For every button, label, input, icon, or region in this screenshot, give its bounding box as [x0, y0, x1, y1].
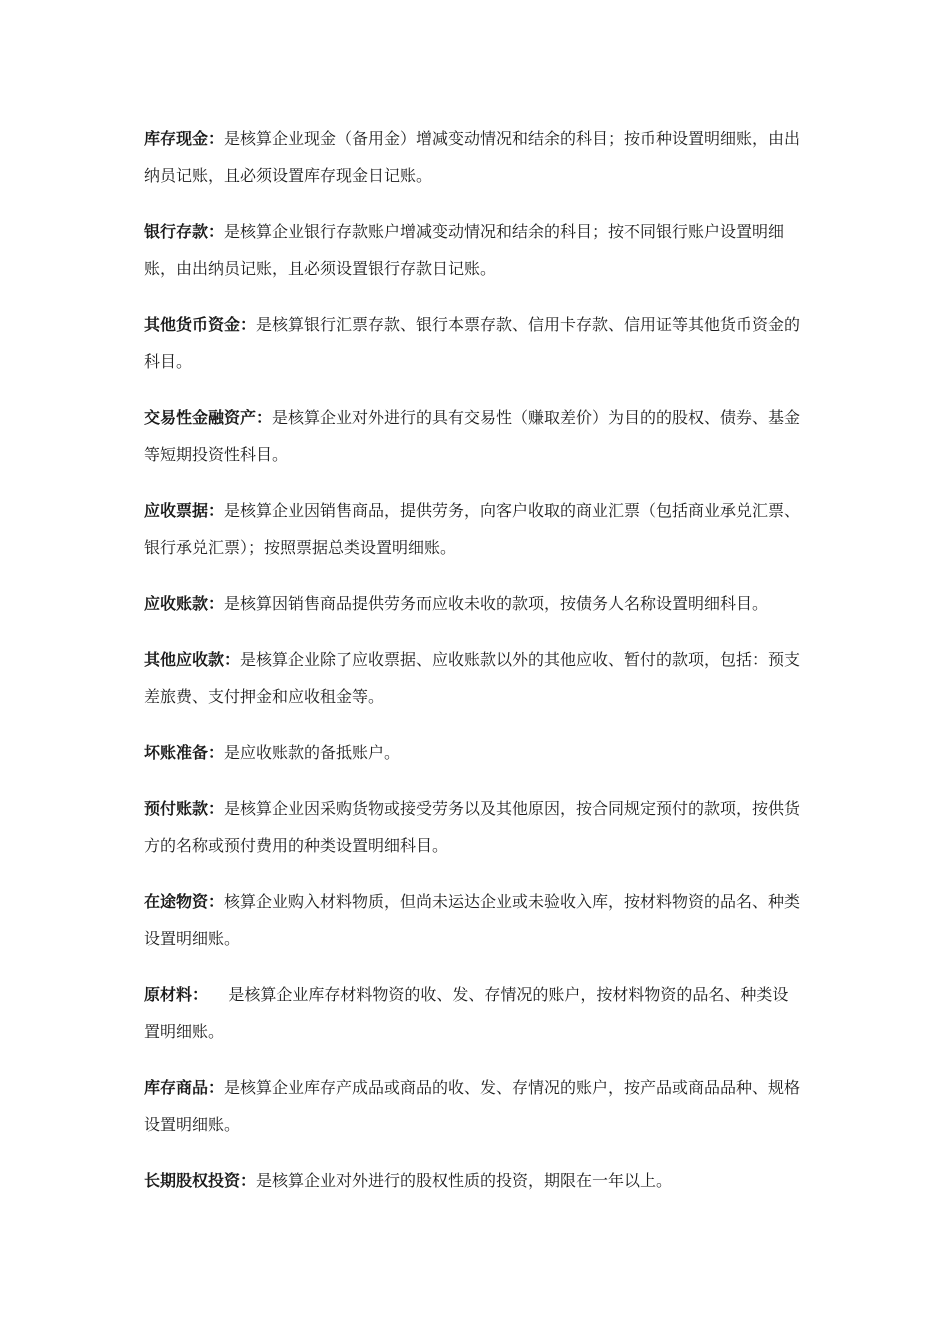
entry-accounts-receivable [144, 585, 804, 622]
entry-bank-deposit [144, 213, 804, 287]
entry-description: 是核算企业库存材料物资的收、发、存情况的账户，按材料物资的品名、种类设置明细账。 [144, 985, 789, 1041]
entry-raw-materials [144, 976, 804, 1050]
entry-term: 交易性金融资产： [144, 408, 273, 427]
entry-prepayments [144, 790, 804, 864]
entry-notes-receivable [144, 492, 804, 566]
entry-other-monetary-funds [144, 306, 804, 380]
entry-description: 是核算企业对外进行的具有交易性（赚取差价）为目的的股权、债券、基金等短期投资性科目。 [144, 408, 801, 464]
entry-description: 核算企业购入材料物质，但尚未运达企业或未验收入库，按材料物资的品名、种类设置明细账。 [144, 892, 801, 948]
entry-term: 原材料： [144, 985, 209, 1004]
entry-description: 是核算企业因销售商品，提供劳务，向客户收取的商业汇票（包括商业承兑汇票、银行承兑汇票）；按照票据总类设置明细账。 [144, 501, 801, 557]
entry-term: 在途物资： [144, 892, 225, 911]
entry-term: 长期股权投资： [144, 1171, 257, 1190]
entry-inventory-goods [144, 1069, 804, 1143]
entry-long-term-equity-investment [144, 1162, 804, 1199]
entry-description: 是核算企业库存产成品或商品的收、发、存情况的账户，按产品或商品品种、规格设置明细账。 [144, 1078, 801, 1134]
entry-cash-on-hand [144, 120, 804, 194]
document-body [144, 120, 804, 1218]
entry-term: 库存现金： [144, 129, 225, 148]
entry-term: 银行存款： [144, 222, 225, 241]
entry-other-receivables [144, 641, 804, 715]
entry-description: 是应收账款的备抵账户。 [224, 743, 401, 762]
entry-description: 是核算企业银行存款账户增减变动情况和结余的科目；按不同银行账户设置明细账，由出纳员记账，且必须设置银行存款日记账。 [144, 222, 785, 278]
entry-term: 预付账款： [144, 799, 225, 818]
entry-term: 坏账准备： [144, 743, 225, 762]
entry-trading-financial-assets [144, 399, 804, 473]
entry-description: 是核算因销售商品提供劳务而应收未收的款项，按债务人名称设置明细科目。 [224, 594, 769, 613]
entry-description: 是核算企业现金（备用金）增减变动情况和结余的科目；按币种设置明细账，由出纳员记账，且必须设置库存现金日记账。 [144, 129, 801, 185]
entry-term: 库存商品： [144, 1078, 225, 1097]
entry-term: 其他应收款： [144, 650, 241, 669]
entry-description: 是核算银行汇票存款、银行本票存款、信用卡存款、信用证等其他货币资金的科目。 [144, 315, 801, 371]
entry-description: 是核算企业对外进行的股权性质的投资，期限在一年以上。 [256, 1171, 673, 1190]
entry-term: 应收票据： [144, 501, 225, 520]
entry-term: 其他货币资金： [144, 315, 257, 334]
entry-bad-debt-provision [144, 734, 804, 771]
entry-description: 是核算企业除了应收票据、应收账款以外的其他应收、暂付的款项，包括：预支差旅费、支付押金和应收租金等。 [144, 650, 801, 706]
entry-description: 是核算企业因采购货物或接受劳务以及其他原因，按合同规定预付的款项，按供货方的名称或预付费用的种类设置明细科目。 [144, 799, 801, 855]
entry-term: 应收账款： [144, 594, 225, 613]
entry-materials-in-transit [144, 883, 804, 957]
